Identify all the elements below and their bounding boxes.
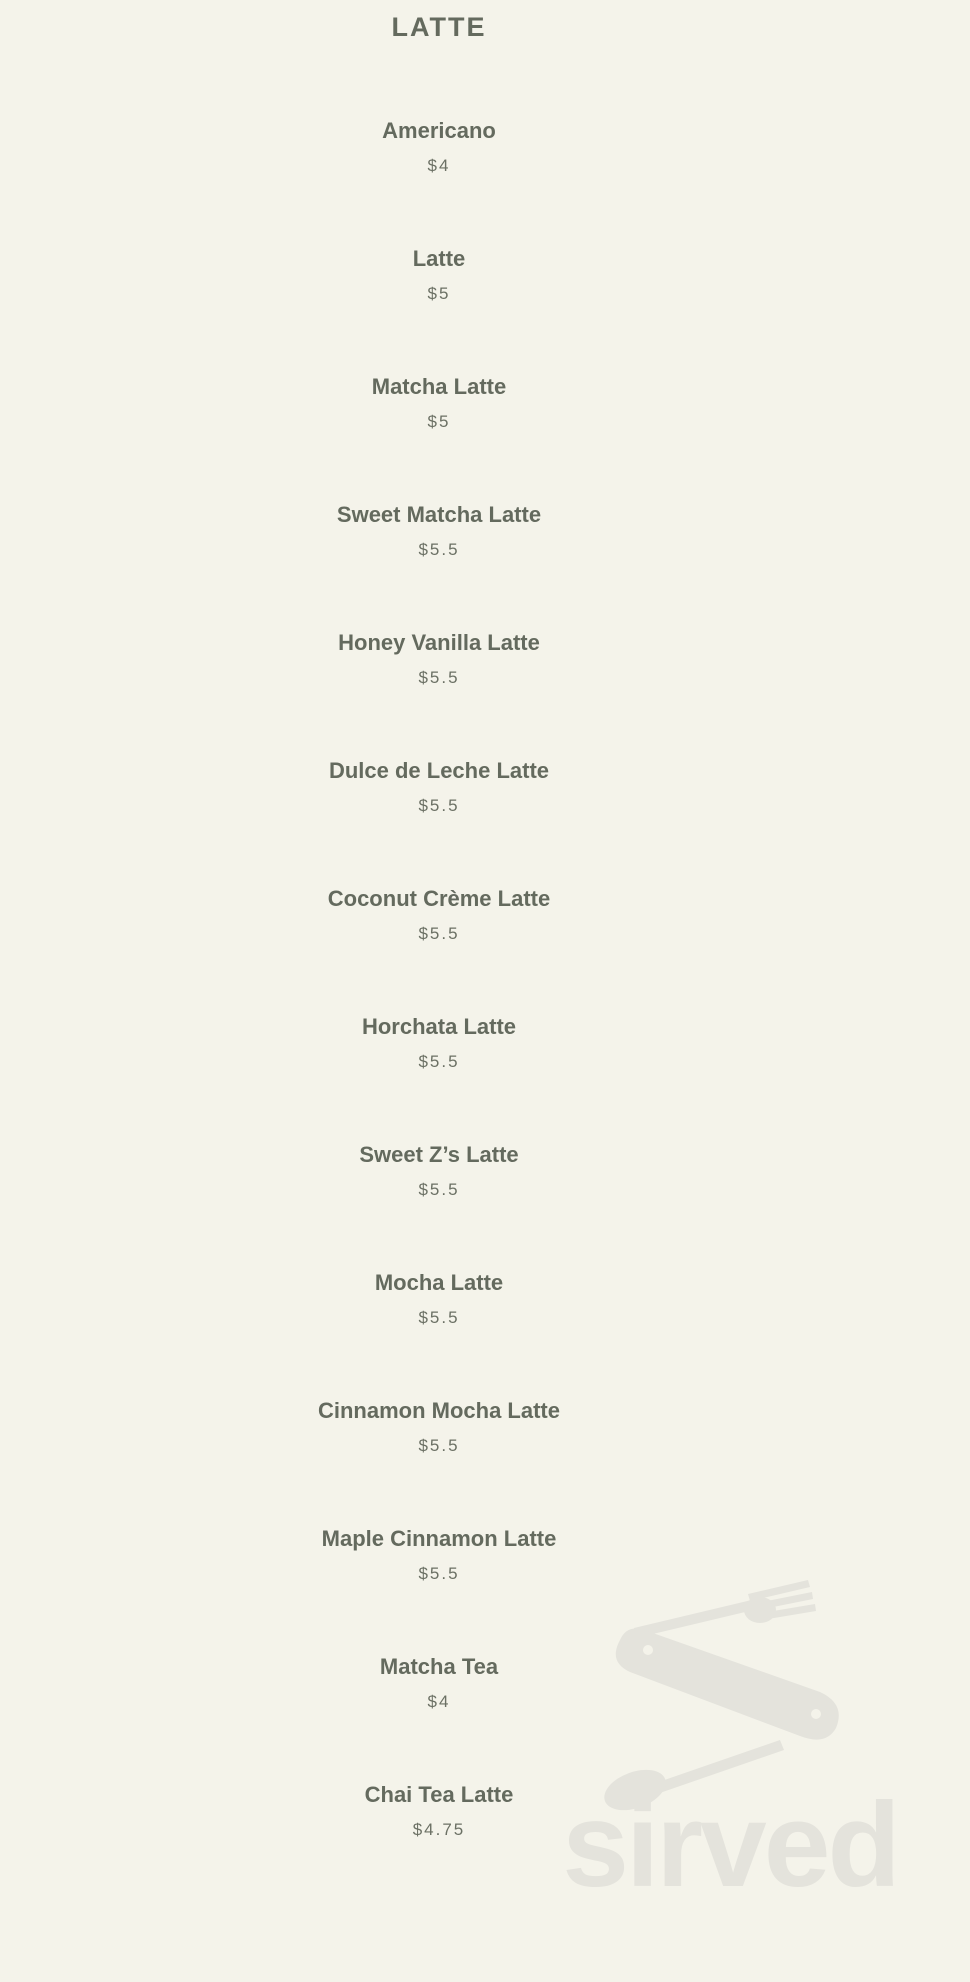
menu-item-name: Horchata Latte <box>361 1014 517 1039</box>
menu-item-name: Sweet Z’s Latte <box>359 1142 519 1167</box>
menu-item <box>0 374 878 502</box>
menu-item-name: Honey Vanilla Latte <box>338 630 540 655</box>
menu-item <box>0 1270 878 1398</box>
menu-item-price: $5 <box>427 412 451 431</box>
menu-item-name: Matcha Latte <box>371 374 507 399</box>
menu-item <box>0 1398 878 1526</box>
menu-item-price: $5.5 <box>418 1308 460 1327</box>
menu-item <box>0 1142 878 1270</box>
section-title: LATTE <box>391 12 487 42</box>
menu-item-name: Coconut Crème Latte <box>327 886 551 911</box>
menu-item-price: $5.5 <box>418 1564 460 1583</box>
menu-item-name: Matcha Tea <box>379 1654 499 1679</box>
menu-item-price: $5.5 <box>418 540 460 559</box>
menu-item <box>0 502 878 630</box>
menu-item <box>0 630 878 758</box>
menu-item-price: $4 <box>427 1692 451 1711</box>
menu-item <box>0 758 878 886</box>
menu-item-name: Chai Tea Latte <box>364 1782 514 1807</box>
menu-item-price: $4 <box>427 156 451 175</box>
menu-item-name: Dulce de Leche Latte <box>328 758 550 783</box>
menu-item-price: $5.5 <box>418 1052 460 1071</box>
menu-item <box>0 1014 878 1142</box>
menu-item-price: $5 <box>427 284 451 303</box>
sirved-watermark <box>530 1580 930 1910</box>
menu-item-price: $5.5 <box>418 924 460 943</box>
menu-item-price: $5.5 <box>418 1436 460 1455</box>
menu-item <box>0 246 878 374</box>
menu-item-name: Sweet Matcha Latte <box>336 502 542 527</box>
menu-item-name: Americano <box>382 118 496 143</box>
menu-item <box>0 118 878 246</box>
menu-item-price: $5.5 <box>418 1180 460 1199</box>
menu-item-name: Maple Cinnamon Latte <box>321 1526 557 1551</box>
menu-item-name: Latte <box>412 246 466 271</box>
menu-item <box>0 886 878 1014</box>
menu-item-name: Mocha Latte <box>374 1270 504 1295</box>
menu-item-price: $5.5 <box>418 796 460 815</box>
menu-item-name: Cinnamon Mocha Latte <box>317 1398 560 1423</box>
menu-item-price: $5.5 <box>418 668 460 687</box>
watermark-text: sirved <box>562 1778 898 1912</box>
menu-item-price: $4.75 <box>412 1820 466 1839</box>
